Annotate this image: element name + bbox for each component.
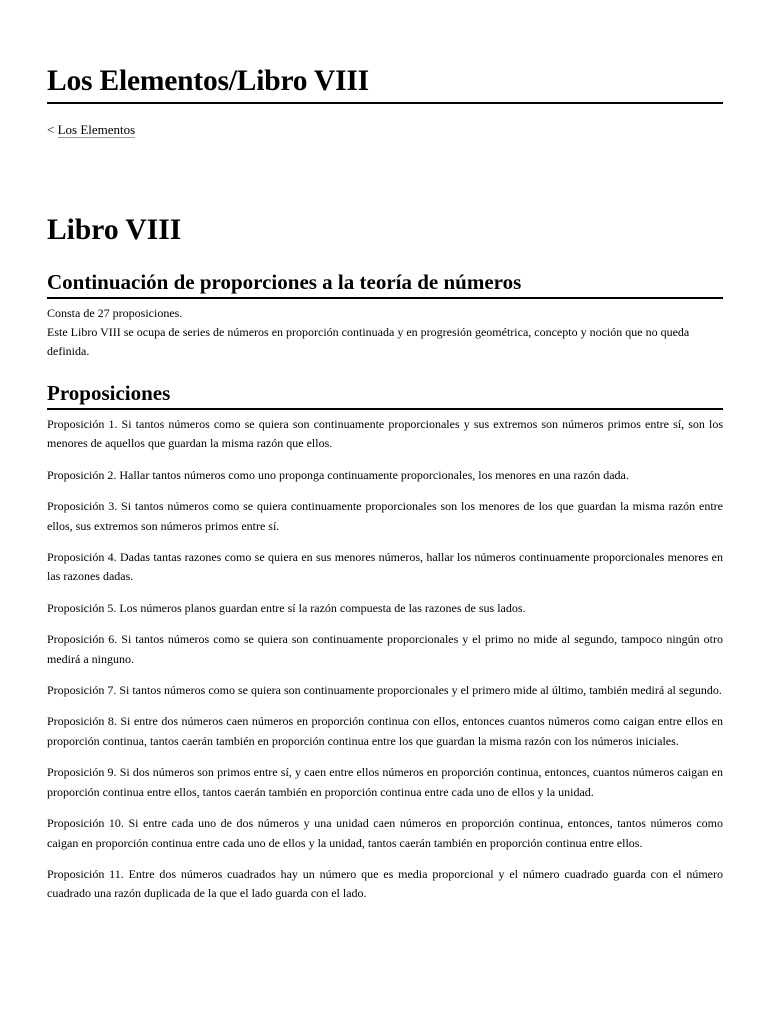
intro-line-2: Este Libro VIII se ocupa de series de números en proporción continuada y en progresión geométrica, concepto y noción que no queda definida. — [47, 325, 690, 359]
proposition-3: Proposición 3. Si tantos números como se quiera continuamente proporcionales son los menores de los que guardan la misma razón entre ellos, sus extremos son números primos entre sí. — [47, 499, 723, 533]
proposition-11: Proposición 11. Entre dos números cuadrados hay un número que es media proporcional y el número cuadrado guarda con el número cuadrado una razón duplicada de la que el lado guarda con el lado. — [47, 866, 723, 901]
proposition-10: Proposición 10. Si entre cada uno de dos números y una unidad caen números en proporción continua, entonces, tantos números como caigan en proporción continua entre cada uno de ellos y la unidad, tantos caerán también en proporción continua entre ellos. — [47, 816, 723, 850]
proposition-9: Proposición 9. Si dos números son primos entre sí, y caen entre ellos números en proporción continua, entonces, cuantos números caigan en proporción continua entre ellos, tantos caerán también en proporción continua entre cada uno de ellos y la unidad. — [47, 765, 723, 799]
propositions-list — [47, 415, 723, 916]
proposition-5: Proposición 5. Los números planos guardan entre sí la razón compuesta de las razones de sus lados. — [47, 600, 526, 615]
intro-line-1: Consta de 27 proposiciones. — [47, 306, 183, 320]
book-heading: Libro VIII — [47, 214, 182, 246]
page-title: Los Elementos/Libro VIII — [47, 62, 723, 104]
proposition-8: Proposición 8. Si entre dos números caen números en proporción continua con ellos, entonces cuantos números como caigan entre ellos en proporción continua, tantos caerán también en proporción continua entre los que guardan la misma razón con los números iniciales. — [47, 714, 723, 748]
breadcrumb-link-los-elementos[interactable]: Los Elementos — [57, 122, 136, 137]
proposition-2: Proposición 2. Hallar tantos números como uno proponga continuamente proporcionales, los menores en una razón dada. — [47, 467, 629, 482]
propositions-heading: Proposiciones — [47, 379, 723, 410]
proposition-4: Proposición 4. Dadas tantas razones como se quiera en sus menores números, hallar los números continuamente proporcionales menores en las razones dadas. — [47, 550, 723, 584]
section-subtitle: Continuación de proporciones a la teoría de números — [47, 268, 723, 299]
breadcrumb — [47, 121, 135, 139]
breadcrumb-prefix: < — [47, 122, 55, 137]
proposition-6: Proposición 6. Si tantos números como se quiera son continuamente proporcionales y el primo no mide al segundo, tampoco ningún otro medirá a ninguno. — [47, 632, 723, 666]
intro-text — [47, 304, 723, 362]
proposition-1: Proposición 1. Si tantos números como se quiera son continuamente proporcionales y sus extremos son números primos entre sí, son los menores de aquellos que guardan la misma razón que ellos. — [47, 417, 723, 451]
proposition-7: Proposición 7. Si tantos números como se quiera son continuamente proporcionales y el primero mide al último, también medirá al segundo. — [47, 683, 722, 698]
